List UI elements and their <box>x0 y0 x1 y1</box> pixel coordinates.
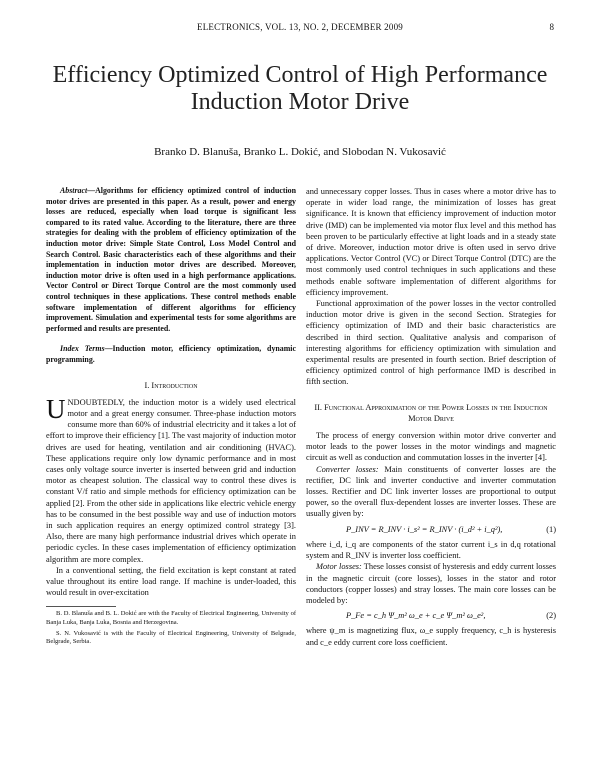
motor-losses-paragraph <box>306 561 556 606</box>
footnote-affiliation-2: S. N. Vukosavić is with the Faculty of Electrical Engineering, University of Belgrade, Belgrade, Serbia. <box>46 629 296 645</box>
equation-2-where: where ψ_m is magnetizing flux, ω_e supply frequency, c_h is hysteresis and c_e eddy current core loss coefficient. <box>306 626 556 647</box>
converter-losses-paragraph <box>306 464 556 520</box>
equation-1 <box>306 524 556 535</box>
motor-losses-text: These losses consist of hysteresis and eddy current losses in the magnetic circuit (core losses), losses in the stator and rotor conductors (copper losses) and stray losses. The main core losses can be modeled by: <box>306 562 556 605</box>
drop-cap: U <box>46 393 66 424</box>
paper-title: Efficiency Optimized Control of High Performance Induction Motor Drive <box>52 62 548 115</box>
footnote-divider <box>46 606 116 607</box>
index-terms <box>46 344 296 365</box>
equation-2-body: P_Fe = c_h Ψ_m² ω_e + c_e Ψ_m² ω_e², <box>346 611 486 621</box>
equation-1-body: P_INV = R_INV · i_s² = R_INV · (i_d² + i_q²), <box>346 524 503 534</box>
equation-1-where: where i_d, i_q are components of the stator current i_s in d,q rotational system and R_INV is inverter loss coefficient. <box>306 539 556 561</box>
right-column <box>306 186 556 648</box>
equation-2 <box>306 610 556 621</box>
footnote-affiliation-1: B. D. Blanuša and B. L. Dokić are with the Faculty of Electrical Engineering, University of Banja Luka, Banja Luka, Bosnia and Herzegovina. <box>46 610 296 626</box>
index-terms-text: —Induction motor, efficiency optimization, dynamic programming. <box>46 344 296 364</box>
index-terms-lead: Index Terms <box>60 344 105 354</box>
abstract-lead: Abstract <box>60 186 88 195</box>
right-paragraph-1: and unnecessary copper losses. Thus in cases where a motor drive has to operate in wider load range, the minimization of losses has great significance. It is known that efficiency improvement of induction motor drive (IMD) can be implemented via motor flux level and this method has been proven to be particularly effective at light loads and in a steady state of drive. Moreover, induction motor drive is often used in servo drive applications. Vector Control (VC) or Direct Torque Control (DTC) are the most commonly used control techniques in such applications and these methods enable software implementation of different algorithms for efficiency improvement. <box>306 187 556 297</box>
right-paragraph-2: Functional approximation of the power losses in the vector controlled induction motor drive is given in the second Section. Strategies for efficiency optimization of IMD and their basic characteristics are described in third section. Qualitative analysis and comparison of interesting algorithms for efficiency optimization with simulation and experimental results are presented in fourth section. Brief description of efficiency optimized control of high performance IMD is described in fifth section. <box>306 299 556 387</box>
section-heading-introduction: I. Introduction <box>144 380 198 390</box>
equation-1-number: (1) <box>546 524 556 534</box>
author-list: Branko D. Blanuša, Branko L. Dokić, and Slobodan N. Vukosavić <box>154 146 446 158</box>
converter-losses-lead: Converter losses: <box>316 464 379 474</box>
section-heading-power-losses: II. Functional Approximation of the Power Losses in the Induction Motor Drive <box>314 402 548 423</box>
intro-paragraph-2: In a conventional setting, the field excitation is kept constant at rated value throughout its entire load range. If machine is under-loaded, this would result in over-excitation <box>46 565 296 598</box>
converter-losses-text: Main constituents of converter losses are the rectifier, DC link and inverter conductive and inverter commutation losses. Rectifier and DC link inverter losses are proportional to output power, so the overall flux-dependent losses are inverter losses. These are usually given by: <box>306 464 556 519</box>
intro-paragraph-1 <box>46 393 296 565</box>
section2-paragraph-1: The process of energy conversion within motor drive converter and motor leads to the power losses in the motor windings and magnetic circuit as well as conduction and commutation losses in the inverter [4]. <box>306 431 556 463</box>
abstract <box>46 186 296 334</box>
page-number: 8 <box>549 22 554 32</box>
left-column <box>46 186 296 646</box>
motor-losses-lead: Motor losses: <box>316 562 362 572</box>
intro-paragraph-1-text: NDOUBTEDLY, the induction motor is a widely used electrical motor and a great energy consumer. Three-phase induction motors consume more than 60% of industrial electricity and it takes a lot of effort to improve their efficiency [1]. The vast majority of induction motor drives are used for heating, ventilation and air conditioning (HVAC). These applications require only low dynamic performance and in most cases only voltage source inverter is inserted between grid and induction motor as cheapest solution. The classical way to control these dives is constant V/f ratio and simple methods for efficiency optimization can be applied [2]. From the other side in applications like electric vehicle energy has to be consumed in the best possible way and use of induction motors in such application requires an energy optimized control strategy [3]. Also, there are many high performance industrial drives which operate in periodic cycles. In these cases implementation of efficiency optimization algorithm are more complex. <box>46 397 296 564</box>
running-head: ELECTRONICS, VOL. 13, NO. 2, DECEMBER 2009 <box>197 22 403 32</box>
equation-2-number: (2) <box>546 611 556 621</box>
abstract-text: —Algorithms for efficiency optimized control of induction motor drives are presented in this paper. As a result, power and energy losses are reduced, especially when load torque is significant less compared to its rated value. According to the literature, there are three strategies for dealing with the problem of efficiency optimization of the induction motor drive: Simple State Control, Loss Model Control and Search Control. Basic characteristics each of these algorithms and their implementation in induction motor drives are described. Moreover, induction motor drive is often used in a high performance applications. Vector Control or Direct Torque Control are the most commonly used control techniques in these applications. These control methods enable software implementation of different algorithms for efficiency improvement. Simulation and experimental tests for some algorithms are performed and results are presented. <box>46 186 296 333</box>
